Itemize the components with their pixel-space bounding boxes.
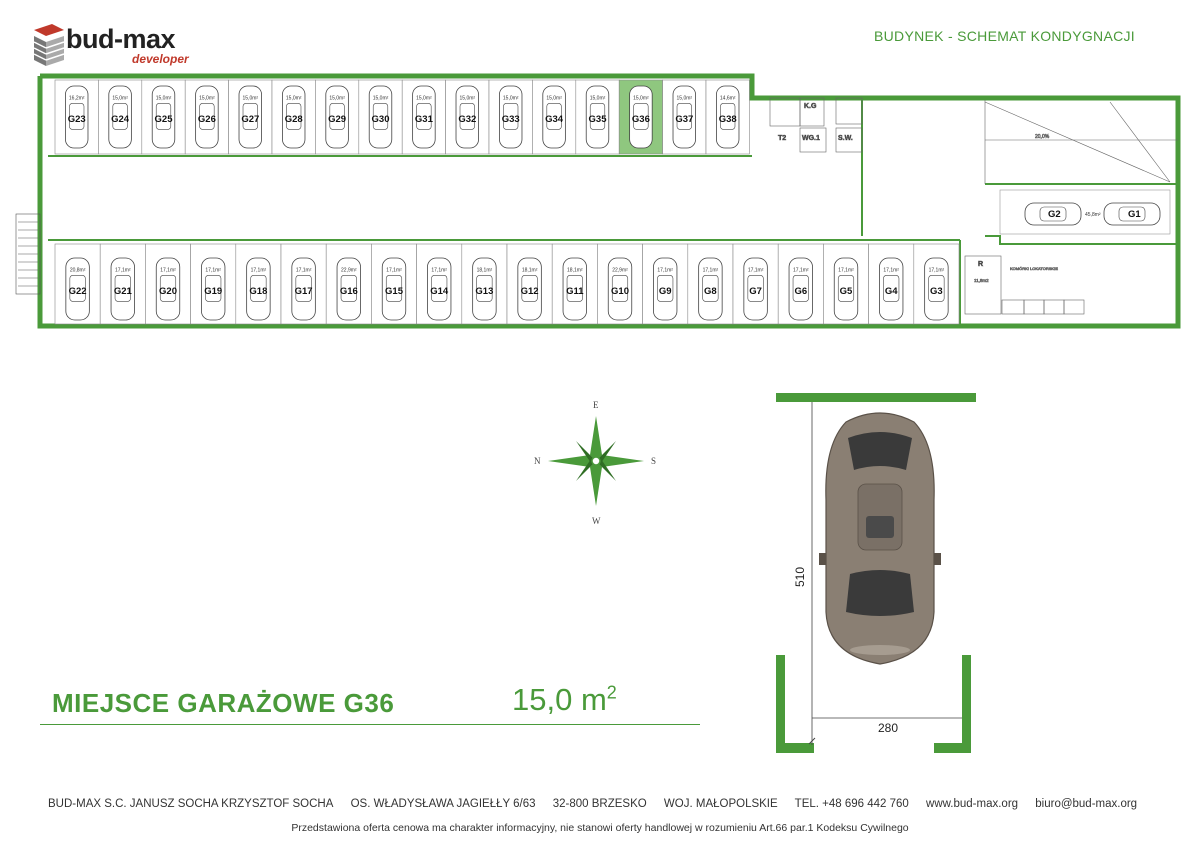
space-label-g11: G11 [566, 285, 584, 297]
parking-space-g7[interactable] [733, 244, 778, 324]
space-area-g9: 17,1m² [657, 267, 673, 274]
spot-area [512, 682, 617, 718]
parking-space-g20[interactable] [145, 244, 190, 324]
space-area-g12: 18,1m² [521, 267, 538, 274]
parking-space-g27[interactable] [229, 80, 272, 154]
space-area-g5: 17,1m² [838, 267, 854, 274]
compass-s-label: S [651, 456, 657, 466]
space-area-g26: 15,0m² [199, 95, 215, 102]
space-area-g6: 17,1m² [793, 267, 809, 274]
parking-space-g36[interactable] [619, 80, 662, 154]
space-area-g11: 18,1m² [567, 267, 583, 274]
space-label-g25: G25 [154, 113, 173, 125]
space-label-g23: G23 [67, 113, 86, 125]
space-area-g30: 15,0m² [372, 95, 389, 102]
space-label-g7: G7 [749, 285, 762, 297]
space-area-g22: 20,8m² [69, 267, 86, 274]
parking-space-g26[interactable] [185, 80, 228, 154]
space-area-g15: 17,1m² [386, 267, 402, 274]
staircase [16, 214, 40, 294]
space-area-g8: 17,1m² [702, 267, 719, 274]
space-area-g3: 17,1m² [928, 267, 945, 274]
space-area-g25: 15,0m² [155, 95, 172, 102]
space-label-g9: G9 [658, 285, 672, 297]
spot-area-exponent: 2 [606, 682, 617, 703]
parking-space-g10[interactable] [597, 244, 642, 324]
space-label-g19: G19 [204, 285, 223, 297]
space-area-g34: 15,0m² [546, 95, 562, 102]
space-label-g36: G36 [631, 113, 650, 125]
space-label-g38: G38 [718, 113, 737, 125]
space-area-double: 45,8m² [1085, 212, 1101, 218]
room-sw: S.W. [838, 135, 853, 142]
space-label-g13: G13 [475, 285, 494, 297]
parking-space-g21[interactable] [100, 244, 145, 324]
space-label-g10: G10 [611, 285, 629, 297]
parking-space-g33[interactable] [489, 80, 532, 154]
bottom-parking-row [55, 244, 959, 324]
parking-space-g17[interactable] [281, 244, 326, 324]
footer-website-link[interactable]: www.bud-max.org [926, 798, 1019, 810]
footer-email-link[interactable]: biuro@bud-max.org [1035, 798, 1138, 810]
parking-space-g29[interactable] [315, 80, 358, 154]
space-area-g38: 14,6m² [719, 95, 736, 102]
title-divider [40, 724, 700, 725]
depth-dimension: 510 [793, 566, 807, 587]
space-area-g18: 17,1m² [250, 267, 267, 274]
parking-space-g37[interactable] [663, 80, 706, 154]
footer-city: 32-800 BRZESKO [552, 798, 647, 810]
space-area-g28: 15,0m² [285, 95, 302, 102]
parking-space-g9[interactable] [643, 244, 688, 324]
room-wg: WG.1 [802, 135, 820, 142]
spot-title: MIEJSCE GARAŻOWE G36 [52, 688, 395, 718]
space-area-g37: 15,0m² [676, 95, 693, 102]
parking-space-g34[interactable] [532, 80, 575, 154]
space-label-g33: G33 [501, 113, 520, 125]
parking-space-g16[interactable] [326, 244, 371, 324]
parking-space-g19[interactable] [191, 244, 236, 324]
parking-space-g5[interactable] [823, 244, 868, 324]
space-area-g23: 16,2m² [68, 95, 85, 102]
space-label-g15: G15 [385, 285, 403, 297]
space-label-g3: G3 [930, 285, 943, 297]
parking-space-g12[interactable] [507, 244, 552, 324]
parking-space-g32[interactable] [446, 80, 489, 154]
parking-space-g22[interactable] [55, 244, 100, 324]
parking-space-g23[interactable] [55, 80, 98, 154]
room-r: R [978, 261, 984, 268]
space-label-g12: G12 [520, 285, 539, 297]
double-garage [1000, 190, 1170, 234]
ramp [985, 100, 1178, 184]
space-label-g21: G21 [113, 285, 132, 297]
space-label-g26: G26 [197, 113, 216, 125]
space-label-g24: G24 [111, 113, 130, 125]
space-label-g5: G5 [839, 285, 853, 297]
parking-space-g18[interactable] [236, 244, 281, 324]
space-label-g37: G37 [675, 113, 694, 125]
space-area-g29: 15,0m² [329, 95, 345, 102]
room-t2: T2 [778, 135, 787, 142]
space-area-g14: 17,1m² [431, 267, 447, 274]
parking-space-g30[interactable] [359, 80, 402, 154]
space-label-g6: G6 [794, 285, 808, 297]
space-label-g16: G16 [339, 285, 358, 297]
parking-space-g6[interactable] [778, 244, 823, 324]
page-title: BUDYNEK - SCHEMAT KONDYGNACJI [874, 28, 1135, 44]
space-area-g21: 17,1m² [115, 267, 131, 274]
footer-phone: TEL. +48 696 442 760 [794, 798, 909, 810]
space-area-g4: 17,1m² [883, 267, 899, 274]
space-label-g4: G4 [884, 285, 898, 297]
parking-space-g13[interactable] [462, 244, 507, 324]
footer-address: OS. WŁADYSŁAWA JAGIEŁŁY 6/63 [350, 798, 536, 810]
room-storage: KOMÓRKI LOKATORSKIE [1010, 266, 1058, 271]
space-area-g31: 15,0m² [416, 95, 432, 102]
space-area-g20: 17,1m² [160, 267, 176, 274]
compass-w-label: W [592, 516, 601, 526]
space-label-g1: G1 [1128, 209, 1141, 220]
footer-contact [48, 798, 1178, 810]
space-label-g18: G18 [249, 285, 268, 297]
ramp-slope-label: 20,0% [1035, 134, 1050, 140]
space-label-g14: G14 [430, 285, 449, 297]
space-label-g30: G30 [371, 113, 390, 125]
space-label-g27: G27 [241, 113, 260, 125]
footer-company: BUD-MAX S.C. JANUSZ SOCHA KRZYSZTOF SOCHA [48, 798, 334, 810]
space-area-g24: 15,0m² [112, 95, 128, 102]
space-label-g34: G34 [545, 113, 564, 125]
space-label-g29: G29 [328, 113, 347, 125]
space-label-g32: G32 [458, 113, 477, 125]
parking-space-g15[interactable] [371, 244, 416, 324]
parking-space-g4[interactable] [869, 244, 914, 324]
space-label-g2: G2 [1048, 209, 1061, 220]
compass-rose-icon [534, 400, 656, 526]
room-r-area: 11,8m2 [974, 278, 989, 283]
space-area-g17: 17,1m² [295, 267, 312, 274]
parking-space-g11[interactable] [552, 244, 597, 324]
space-area-g19: 17,1m² [205, 267, 221, 274]
brand-tagline: developer [132, 52, 189, 66]
compass-n-label: N [534, 456, 541, 466]
parking-space-g3[interactable] [914, 244, 959, 324]
parking-space-g25[interactable] [142, 80, 185, 154]
width-dimension: 280 [878, 721, 899, 735]
parking-space-g8[interactable] [688, 244, 733, 324]
top-parking-row [55, 80, 749, 154]
parking-space-g24[interactable] [98, 80, 141, 154]
space-area-g33: 15,0m² [502, 95, 519, 102]
parking-space-g35[interactable] [576, 80, 619, 154]
spot-area-value: 15,0 m [512, 682, 607, 717]
footer-region: WOJ. MAŁOPOLSKIE [663, 798, 778, 810]
space-label-g22: G22 [68, 285, 87, 297]
parking-space-g28[interactable] [272, 80, 315, 154]
car-top-view-icon [819, 413, 941, 664]
space-area-g16: 22,9m² [341, 267, 357, 274]
parking-space-g31[interactable] [402, 80, 445, 154]
space-label-g8: G8 [704, 285, 717, 297]
space-area-g7: 17,1m² [747, 267, 764, 274]
parking-space-g14[interactable] [417, 244, 462, 324]
space-detail-drawing [776, 393, 976, 753]
compass-e-label: E [593, 400, 599, 410]
space-label-g17: G17 [294, 285, 313, 297]
space-label-g28: G28 [284, 113, 303, 125]
room-kg: K.G [804, 103, 817, 110]
space-area-g27: 15,0m² [242, 95, 259, 102]
footer-disclaimer: Przedstawiona oferta cenowa ma charakter informacyjny, nie stanowi oferty handlowej w rozumieniu Art.66 par.1 Kodeksu Cywilnego [291, 822, 909, 834]
space-area-g36: 15,0m² [633, 95, 649, 102]
space-label-g35: G35 [588, 113, 607, 125]
space-area-g32: 15,0m² [459, 95, 476, 102]
brand-name: bud-max [66, 24, 176, 54]
space-label-g20: G20 [159, 285, 177, 297]
space-label-g31: G31 [414, 113, 433, 125]
space-area-g35: 15,0m² [589, 95, 606, 102]
space-area-g10: 22,9m² [612, 267, 628, 274]
space-area-g13: 18,1m² [476, 267, 493, 274]
parking-space-g38[interactable] [706, 80, 749, 154]
